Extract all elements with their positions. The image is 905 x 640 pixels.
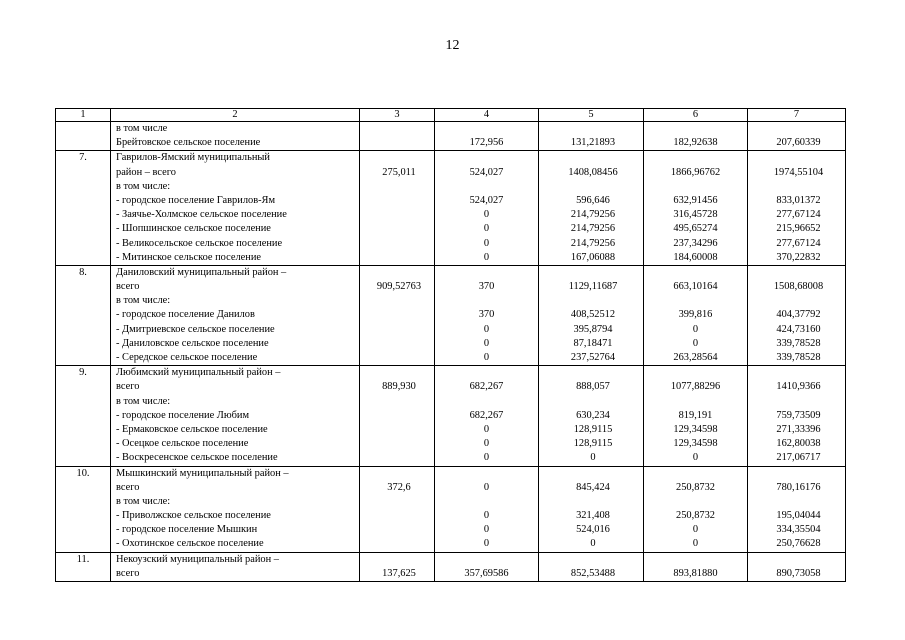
row-label-line: - Воскресенское сельское поселение (116, 452, 278, 464)
value-line (360, 136, 434, 150)
value-line (539, 495, 643, 509)
value-line (539, 395, 643, 409)
value-line: 0 (692, 323, 699, 335)
value-line: 1077,88296 (670, 381, 721, 393)
row-label-line: - Охотинское сельское поселение (116, 538, 264, 550)
row-number-cell (56, 466, 111, 552)
header-cell: 3 (360, 109, 435, 122)
col5-cell (539, 366, 644, 466)
value-line: 250,8732 (676, 510, 715, 522)
value-line: 357,69586 (464, 567, 509, 579)
row-label-line: всего (116, 567, 140, 579)
row-label-line: - Заячье-Холмское сельское поселение (116, 209, 287, 221)
value-line (360, 523, 434, 537)
value-line (748, 122, 845, 136)
header-cell: 2 (111, 109, 360, 122)
value-line: 889,930 (382, 381, 416, 393)
header-cell: 1 (56, 109, 111, 122)
value-line: 277,67124 (776, 237, 821, 249)
value-line (748, 467, 845, 481)
row-number-cell (56, 552, 111, 581)
value-line (748, 553, 845, 567)
value-line (360, 537, 434, 551)
col6-cell (644, 122, 748, 151)
value-line: 207,60339 (776, 137, 821, 149)
value-line: 424,73160 (776, 323, 821, 335)
value-line: 0 (483, 237, 490, 249)
value-line (748, 180, 845, 194)
value-line (644, 294, 747, 308)
table-row (56, 265, 846, 365)
row-number-cell (56, 265, 111, 365)
value-line (360, 122, 434, 136)
value-line: 0 (692, 452, 699, 464)
header-row (56, 109, 846, 122)
value-line (539, 467, 643, 481)
value-line: 395,8794 (573, 323, 613, 335)
value-line: 370,22832 (776, 251, 821, 263)
value-line: 214,79256 (570, 237, 616, 249)
name-cell (111, 552, 360, 581)
value-line (748, 395, 845, 409)
value-line (360, 423, 434, 437)
value-line: 129,34598 (673, 438, 718, 450)
value-line (644, 151, 747, 165)
value-line (435, 180, 538, 194)
col4-cell (435, 466, 539, 552)
value-line: 0 (483, 452, 490, 464)
col6-cell (644, 366, 748, 466)
row-number: 11. (76, 553, 90, 565)
header-cell: 7 (748, 109, 846, 122)
value-line (360, 409, 434, 423)
value-line: 909,52763 (376, 281, 422, 293)
name-cell (111, 366, 360, 466)
col7-cell (748, 366, 846, 466)
value-line (360, 509, 434, 523)
value-line: 1410,9366 (776, 381, 821, 393)
value-line: 1408,08456 (568, 166, 618, 178)
value-line: 893,81880 (673, 567, 718, 579)
row-label-line: - Дмитриевское сельское поселение (116, 323, 275, 335)
row-label-line: Любимский муниципальный район – (116, 367, 281, 379)
name-cell (111, 122, 360, 151)
value-line (360, 366, 434, 380)
value-line (435, 122, 538, 136)
value-line (435, 366, 538, 380)
value-line (360, 194, 434, 208)
value-line: 277,67124 (776, 209, 821, 221)
value-line (644, 266, 747, 280)
value-line (360, 151, 434, 165)
value-line (360, 208, 434, 222)
row-number-cell (56, 366, 111, 466)
value-line (748, 294, 845, 308)
value-line (360, 467, 434, 481)
value-line (360, 451, 434, 465)
row-label-line: - городское поселение Данилов (116, 309, 255, 321)
value-line: 0 (483, 538, 490, 550)
col7-cell (748, 552, 846, 581)
value-line (360, 251, 434, 265)
value-line: 321,408 (576, 510, 610, 522)
value-line: 214,79256 (570, 209, 616, 221)
value-line: 217,06717 (776, 452, 821, 464)
value-line (360, 495, 434, 509)
value-line: 524,016 (576, 524, 610, 536)
value-line: 682,267 (469, 381, 504, 393)
table-row (56, 151, 846, 266)
row-label-line: в том числе: (116, 395, 171, 407)
value-line: 0 (590, 538, 596, 550)
row-number: 10. (76, 467, 90, 479)
row-label-line: - Шопшинское сельское поселение (116, 223, 271, 235)
value-line: 632,91456 (673, 194, 718, 206)
value-line (539, 266, 643, 280)
col5-cell (539, 466, 644, 552)
value-line: 759,73509 (776, 409, 821, 421)
row-label-line: - городское поселение Любим (116, 409, 250, 421)
value-line: 237,34296 (673, 237, 718, 249)
value-line (435, 553, 538, 567)
value-line (748, 151, 845, 165)
value-line: 0 (483, 438, 490, 450)
value-line: 250,76628 (776, 538, 821, 550)
table-row (56, 466, 846, 552)
value-line: 128,9115 (573, 438, 613, 450)
row-number-cell (56, 122, 111, 151)
value-line: 263,28564 (673, 352, 718, 363)
value-line: 131,21893 (570, 137, 616, 149)
row-label-line: - Великосельское сельское поселение (116, 237, 283, 249)
value-line: 0 (483, 510, 490, 522)
row-label-line: Мышкинский муниципальный район – (116, 467, 289, 479)
value-line: 162,80038 (776, 438, 821, 450)
row-label-line: в том числе (116, 123, 168, 134)
data-table (55, 108, 846, 582)
value-line: 399,816 (678, 309, 713, 321)
col4-cell (435, 366, 539, 466)
value-line (360, 437, 434, 451)
value-line: 237,52764 (570, 352, 616, 363)
value-line: 1129,11687 (568, 281, 618, 293)
col4-cell (435, 265, 539, 365)
value-line: 404,37792 (776, 309, 821, 321)
row-label-line: - Даниловское сельское поселение (116, 337, 269, 349)
value-line: 128,9115 (573, 423, 613, 435)
value-line (539, 180, 643, 194)
value-line (360, 553, 434, 567)
value-line: 845,424 (576, 481, 610, 493)
col6-cell (644, 466, 748, 552)
name-cell (111, 151, 360, 266)
value-line (644, 366, 747, 380)
value-line: 780,16176 (776, 481, 821, 493)
value-line (748, 495, 845, 509)
value-line: 524,027 (469, 166, 504, 178)
table-row (56, 552, 846, 581)
value-line (539, 122, 643, 136)
row-label-line: - Митинское сельское поселение (116, 251, 262, 263)
value-line: 215,96652 (776, 223, 821, 235)
row-number (56, 122, 110, 136)
row-number: 7. (79, 152, 87, 164)
table-row (56, 366, 846, 466)
col5-cell (539, 122, 644, 151)
value-line (644, 122, 747, 136)
row-label-line: Некоузский муниципальный район – (116, 553, 279, 565)
value-line (360, 337, 434, 351)
col5-cell (539, 151, 644, 266)
value-line (435, 395, 538, 409)
row-label-line: Даниловский муниципальный район – (116, 266, 287, 278)
row-label-line: в том числе: (116, 180, 171, 192)
value-line (360, 351, 434, 365)
row-label-line: район – всего (116, 166, 176, 178)
value-line: 833,01372 (776, 194, 821, 206)
value-line (360, 180, 434, 194)
value-line: 682,267 (469, 409, 504, 421)
value-line (360, 294, 434, 308)
value-line (435, 294, 538, 308)
value-line: 372,6 (387, 481, 411, 493)
value-line: 0 (483, 337, 490, 349)
value-line: 408,52512 (570, 309, 616, 321)
value-line: 250,8732 (676, 481, 715, 493)
value-line: 663,10164 (673, 281, 718, 293)
value-line (539, 294, 643, 308)
value-line: 1974,55104 (773, 166, 824, 178)
value-line (435, 151, 538, 165)
value-line: 852,53488 (570, 567, 616, 579)
value-line: 316,45728 (673, 209, 718, 221)
col3-cell (360, 151, 435, 266)
value-line: 890,73058 (776, 567, 821, 579)
value-line: 0 (692, 524, 699, 536)
row-label-line: всего (116, 281, 140, 293)
value-line (360, 266, 434, 280)
col5-cell (539, 552, 644, 581)
value-line: 0 (483, 524, 490, 536)
row-label-line: Гаврилов-Ямский муниципальный (116, 152, 270, 164)
row-label-line: в том числе: (116, 495, 171, 507)
row-label-line: в том числе: (116, 295, 171, 307)
row-label-line: Брейтовское сельское поселение (116, 137, 261, 149)
header-cell: 4 (435, 109, 539, 122)
row-label-line: - Осецкое сельское поселение (116, 438, 249, 450)
row-number-cell (56, 151, 111, 266)
value-line: 129,34598 (673, 423, 718, 435)
value-line: 195,04044 (776, 510, 821, 522)
page-number: 12 (445, 38, 460, 53)
value-line: 0 (692, 337, 699, 349)
value-line: 0 (483, 223, 490, 235)
col6-cell (644, 265, 748, 365)
row-number: 8. (79, 266, 87, 278)
value-line: 0 (483, 352, 490, 363)
name-cell (111, 466, 360, 552)
row-label-line: - Середское сельское поселение (116, 352, 258, 363)
value-line (539, 553, 643, 567)
value-line: 888,057 (576, 381, 610, 393)
col3-cell (360, 466, 435, 552)
value-line: 137,625 (382, 567, 416, 579)
header-cell: 5 (539, 109, 644, 122)
value-line (644, 467, 747, 481)
value-line: 214,79256 (570, 223, 616, 235)
value-line: 630,234 (576, 409, 610, 421)
value-line: 339,78528 (776, 337, 821, 349)
col7-cell (748, 466, 846, 552)
value-line: 596,646 (576, 194, 610, 206)
col3-cell (360, 265, 435, 365)
value-line (435, 266, 538, 280)
value-line: 0 (692, 538, 699, 550)
value-line: 0 (483, 423, 490, 435)
value-line: 524,027 (469, 194, 504, 206)
col6-cell (644, 552, 748, 581)
value-line (360, 237, 434, 251)
value-line (360, 308, 434, 322)
row-label-line: - городское поселение Мышкин (116, 524, 258, 536)
value-line (644, 180, 747, 194)
col4-cell (435, 552, 539, 581)
header-cell: 6 (644, 109, 748, 122)
table-row (56, 122, 846, 151)
table-body (56, 109, 846, 582)
value-line (644, 395, 747, 409)
col3-cell (360, 122, 435, 151)
value-line: 1508,68008 (773, 281, 824, 293)
row-label-line: всего (116, 481, 140, 493)
value-line (644, 495, 747, 509)
value-line: 370 (478, 281, 495, 293)
col7-cell (748, 122, 846, 151)
value-line (360, 323, 434, 337)
col3-cell (360, 366, 435, 466)
value-line (435, 467, 538, 481)
col5-cell (539, 265, 644, 365)
row-label-line: - Приволжское сельское поселение (116, 510, 271, 522)
col7-cell (748, 151, 846, 266)
value-line: 0 (590, 452, 596, 464)
value-line: 172,956 (469, 137, 504, 149)
col4-cell (435, 122, 539, 151)
value-line: 182,92638 (673, 137, 718, 149)
value-line: 1866,96762 (670, 166, 721, 178)
value-line (644, 553, 747, 567)
value-line (539, 151, 643, 165)
col4-cell (435, 151, 539, 266)
value-line: 495,65274 (673, 223, 718, 235)
value-line: 184,60008 (673, 251, 718, 263)
value-line (360, 222, 434, 236)
row-label-line: всего (116, 381, 140, 393)
value-line (748, 266, 845, 280)
value-line: 339,78528 (776, 352, 821, 363)
value-line (435, 495, 538, 509)
value-line: 334,35504 (776, 524, 821, 536)
col3-cell (360, 552, 435, 581)
value-line: 167,06088 (570, 251, 616, 263)
name-cell (111, 265, 360, 365)
value-line: 275,011 (382, 166, 416, 178)
value-line: 819,191 (678, 409, 713, 421)
value-line: 0 (483, 481, 490, 493)
col7-cell (748, 265, 846, 365)
row-label-line: - городское поселение Гаврилов-Ям (116, 194, 276, 206)
value-line: 0 (483, 323, 490, 335)
value-line (748, 366, 845, 380)
col6-cell (644, 151, 748, 266)
value-line: 370 (478, 309, 495, 321)
value-line: 87,18471 (573, 337, 613, 349)
value-line (539, 366, 643, 380)
row-number: 9. (79, 367, 87, 379)
value-line: 0 (483, 209, 490, 221)
row-label-line: - Ермаковское сельское поселение (116, 423, 268, 435)
value-line (360, 395, 434, 409)
value-line: 0 (483, 251, 490, 263)
value-line: 271,33396 (776, 423, 821, 435)
